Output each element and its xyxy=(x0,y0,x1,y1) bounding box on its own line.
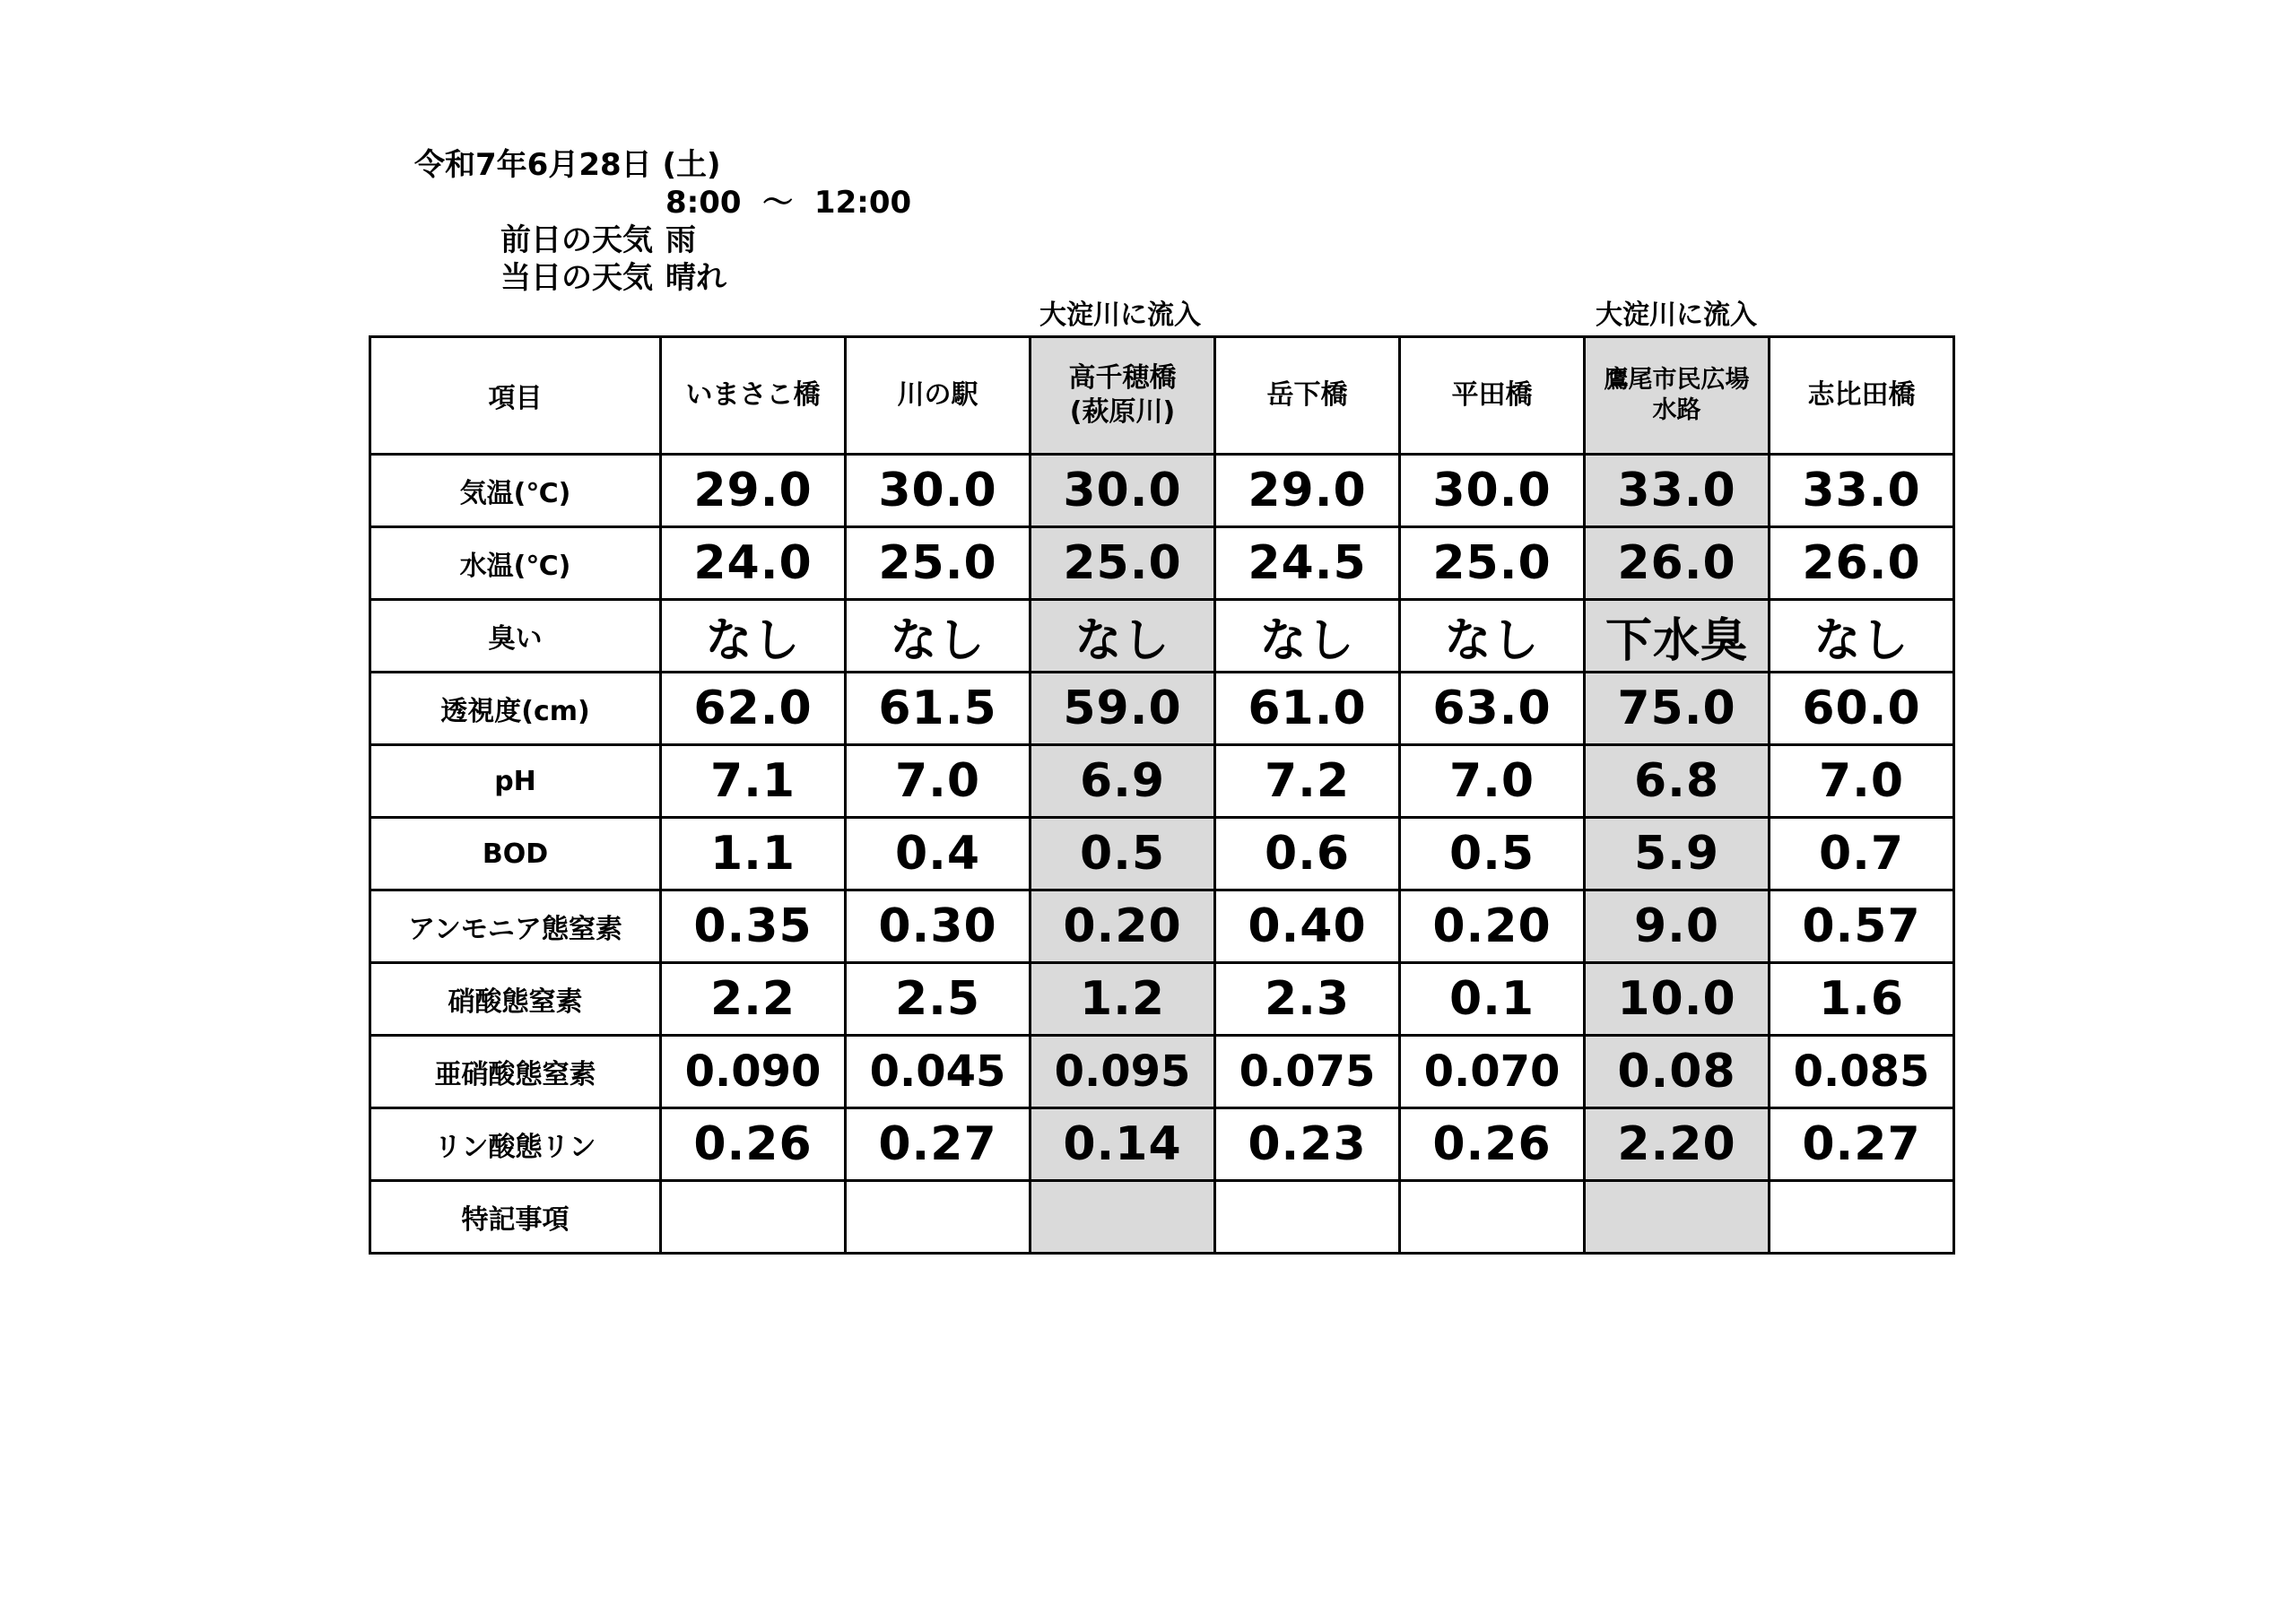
value-cell xyxy=(846,1036,1031,1108)
value-cell xyxy=(1770,963,1954,1036)
value-cell xyxy=(846,963,1031,1036)
value-cell xyxy=(1400,1036,1585,1108)
measurement-value: 0.4 xyxy=(894,827,981,881)
site-name-line1: 平田橋 xyxy=(1451,379,1533,411)
table-row xyxy=(370,818,1954,890)
value-cell xyxy=(1585,527,1770,600)
row-label-cell xyxy=(370,1036,661,1108)
measurement-value: 7.2 xyxy=(1264,754,1351,808)
measurement-value: 0.20 xyxy=(1432,899,1552,953)
measurement-value: 0.40 xyxy=(1248,899,1367,953)
site-name-line1: いまさこ橋 xyxy=(685,379,821,411)
value-cell xyxy=(1585,1181,1770,1254)
measurement-value: 0.57 xyxy=(1802,899,1921,953)
site-header-cell xyxy=(846,337,1031,455)
value-cell xyxy=(846,818,1031,890)
value-cell xyxy=(1215,1181,1400,1254)
measurement-value: 0.26 xyxy=(693,1117,813,1171)
measurement-value: 26.0 xyxy=(1617,536,1736,590)
value-cell xyxy=(1400,1108,1585,1181)
measurement-value: 29.0 xyxy=(693,464,813,517)
value-cell xyxy=(846,890,1031,963)
measurement-value: 7.0 xyxy=(1818,754,1905,808)
row-label: 気温(℃) xyxy=(459,478,571,509)
value-cell xyxy=(1031,745,1215,818)
measurement-value: 33.0 xyxy=(1802,464,1921,517)
site-name-line2: 水路 xyxy=(1652,396,1701,424)
measurement-value: 62.0 xyxy=(693,682,813,735)
value-cell xyxy=(1770,1108,1954,1181)
value-cell xyxy=(1400,890,1585,963)
measurement-value: なし xyxy=(890,613,986,668)
value-cell xyxy=(1215,1108,1400,1181)
value-cell xyxy=(1400,818,1585,890)
measurement-value: 61.5 xyxy=(878,682,997,735)
measurement-value: 0.070 xyxy=(1423,1046,1561,1097)
measurement-value: 1.6 xyxy=(1818,972,1905,1026)
measurement-value: 0.085 xyxy=(1793,1046,1930,1097)
row-label-cell xyxy=(370,600,661,673)
previous-day-weather-value: 雨 xyxy=(665,222,696,258)
value-cell xyxy=(1215,818,1400,890)
value-cell xyxy=(1031,818,1215,890)
measurement-value: 2.3 xyxy=(1264,972,1351,1026)
row-label: アンモニア態窒素 xyxy=(408,914,622,945)
inflow-note-takao: 大淀川に流入 xyxy=(1596,300,1757,331)
measurement-value: 0.7 xyxy=(1818,827,1905,881)
measurement-value: 0.6 xyxy=(1264,827,1351,881)
value-cell xyxy=(1400,455,1585,527)
value-cell xyxy=(661,600,846,673)
site-header-cell xyxy=(1585,337,1770,455)
value-cell xyxy=(1215,963,1400,1036)
table-row xyxy=(370,963,1954,1036)
measurement-value: 29.0 xyxy=(1248,464,1367,517)
site-name xyxy=(662,378,844,413)
value-cell xyxy=(1585,1036,1770,1108)
row-label: 透視度(cm) xyxy=(440,696,590,727)
measurement-value: 63.0 xyxy=(1432,682,1552,735)
site-name xyxy=(1770,378,1952,413)
row-label: 特記事項 xyxy=(461,1204,570,1236)
value-cell xyxy=(1400,745,1585,818)
value-cell xyxy=(1031,527,1215,600)
site-name-line1: 鷹尾市民広場 xyxy=(1604,366,1750,394)
table-row xyxy=(370,890,1954,963)
measurement-value: 25.0 xyxy=(878,536,997,590)
measurement-value: 7.1 xyxy=(709,754,796,808)
value-cell xyxy=(846,527,1031,600)
measurement-value: 1.1 xyxy=(709,827,796,881)
site-name xyxy=(847,378,1029,413)
site-name-line1: 岳下橋 xyxy=(1266,379,1348,411)
value-cell xyxy=(1031,673,1215,745)
value-cell xyxy=(846,673,1031,745)
measurement-value: 0.20 xyxy=(1063,899,1182,953)
measurement-value: 9.0 xyxy=(1633,899,1720,953)
value-cell xyxy=(1031,600,1215,673)
table-row xyxy=(370,600,1954,673)
value-cell xyxy=(1585,818,1770,890)
measurement-value: 0.27 xyxy=(878,1117,997,1171)
measurement-value: 33.0 xyxy=(1617,464,1736,517)
value-cell xyxy=(1770,1036,1954,1108)
site-header-cell xyxy=(1400,337,1585,455)
table-row xyxy=(370,1108,1954,1181)
measurement-value: 0.095 xyxy=(1054,1046,1191,1097)
row-label-cell xyxy=(370,890,661,963)
value-cell xyxy=(661,818,846,890)
measurement-value: 60.0 xyxy=(1802,682,1921,735)
measurement-value: 2.20 xyxy=(1617,1117,1736,1171)
value-cell xyxy=(661,1036,846,1108)
row-label: 亜硝酸態窒素 xyxy=(434,1059,596,1090)
measurement-value: 0.26 xyxy=(1432,1117,1552,1171)
site-header-cell xyxy=(1031,337,1215,455)
measurement-value: 0.045 xyxy=(869,1046,1006,1097)
value-cell xyxy=(1215,745,1400,818)
table-row xyxy=(370,455,1954,527)
measurement-value: 0.27 xyxy=(1802,1117,1921,1171)
site-header-cell xyxy=(1215,337,1400,455)
previous-day-weather-label: 前日の天気 xyxy=(500,222,653,258)
measurement-value: なし xyxy=(1074,613,1170,668)
value-cell xyxy=(1400,1181,1585,1254)
water-quality-table xyxy=(369,335,1955,1255)
measurement-value: 6.9 xyxy=(1079,754,1166,808)
measurement-value: 0.090 xyxy=(684,1046,822,1097)
site-header-cell xyxy=(661,337,846,455)
value-cell xyxy=(846,745,1031,818)
row-label-cell xyxy=(370,963,661,1036)
site-name xyxy=(1401,378,1583,413)
measurement-value: なし xyxy=(1813,613,1909,668)
row-label-cell xyxy=(370,1108,661,1181)
value-cell xyxy=(846,455,1031,527)
value-cell xyxy=(1031,1036,1215,1108)
value-cell xyxy=(1770,527,1954,600)
site-name xyxy=(1216,378,1398,413)
site-name-line1: 高千穂橋 xyxy=(1068,362,1177,394)
today-weather xyxy=(500,260,726,296)
measurement-value: 59.0 xyxy=(1063,682,1182,735)
table-row xyxy=(370,527,1954,600)
value-cell xyxy=(1400,527,1585,600)
measurement-value: 75.0 xyxy=(1617,682,1736,735)
value-cell xyxy=(846,600,1031,673)
value-cell xyxy=(1031,1108,1215,1181)
row-label-cell xyxy=(370,455,661,527)
value-cell xyxy=(846,1108,1031,1181)
site-header-cell xyxy=(1770,337,1954,455)
value-cell xyxy=(1215,673,1400,745)
site-name-line1: 志比田橋 xyxy=(1807,379,1916,411)
measurement-value: 7.0 xyxy=(894,754,981,808)
measurement-value: 下水臭 xyxy=(1605,613,1748,668)
table-row xyxy=(370,1181,1954,1254)
measurement-value: 0.14 xyxy=(1063,1117,1182,1171)
measurement-value: 10.0 xyxy=(1617,972,1736,1026)
value-cell xyxy=(1215,600,1400,673)
row-label-cell xyxy=(370,1181,661,1254)
site-name-line1: 川の駅 xyxy=(897,379,978,411)
measurement-value: 61.0 xyxy=(1248,682,1367,735)
row-label-cell xyxy=(370,527,661,600)
measurement-value: 0.23 xyxy=(1248,1117,1367,1171)
value-cell xyxy=(1770,818,1954,890)
value-cell xyxy=(661,455,846,527)
measurement-value: 2.5 xyxy=(894,972,981,1026)
value-cell xyxy=(1770,890,1954,963)
row-label-cell xyxy=(370,745,661,818)
measurement-value: 5.9 xyxy=(1633,827,1720,881)
value-cell xyxy=(1400,673,1585,745)
value-cell xyxy=(1585,1108,1770,1181)
value-cell xyxy=(661,1181,846,1254)
item-header: 項目 xyxy=(488,383,543,414)
measurement-value: 25.0 xyxy=(1432,536,1552,590)
value-cell xyxy=(1215,455,1400,527)
table-row xyxy=(370,745,1954,818)
value-cell xyxy=(1770,455,1954,527)
value-cell xyxy=(846,1181,1031,1254)
table-header-row xyxy=(370,337,1954,455)
measurement-value: 6.8 xyxy=(1633,754,1720,808)
item-header-cell xyxy=(370,337,661,455)
measurement-value: 0.08 xyxy=(1617,1045,1736,1099)
value-cell xyxy=(1031,455,1215,527)
measurement-value: 0.1 xyxy=(1448,972,1535,1026)
measurement-value: 0.35 xyxy=(693,899,813,953)
measurement-value: 26.0 xyxy=(1802,536,1921,590)
site-name xyxy=(1031,361,1213,430)
table-row xyxy=(370,1036,1954,1108)
value-cell xyxy=(661,890,846,963)
measurement-value: なし xyxy=(1444,613,1540,668)
value-cell xyxy=(661,527,846,600)
value-cell xyxy=(661,673,846,745)
today-weather-label: 当日の天気 xyxy=(500,260,653,296)
value-cell xyxy=(1215,1036,1400,1108)
measurement-value: なし xyxy=(1259,613,1355,668)
measurement-value: 30.0 xyxy=(1063,464,1182,517)
value-cell xyxy=(1400,963,1585,1036)
measurement-value: 30.0 xyxy=(1432,464,1552,517)
row-label: 水温(℃) xyxy=(459,551,571,582)
value-cell xyxy=(661,1108,846,1181)
measurement-value: 2.2 xyxy=(709,972,796,1026)
measurement-value: 7.0 xyxy=(1448,754,1535,808)
value-cell xyxy=(1031,890,1215,963)
value-cell xyxy=(1770,673,1954,745)
value-cell xyxy=(1031,963,1215,1036)
value-cell xyxy=(1215,890,1400,963)
value-cell xyxy=(1585,600,1770,673)
measurement-value: 0.5 xyxy=(1448,827,1535,881)
value-cell xyxy=(1031,1181,1215,1254)
measurement-value: 0.30 xyxy=(878,899,997,953)
value-cell xyxy=(661,963,846,1036)
measurement-value: 25.0 xyxy=(1063,536,1182,590)
value-cell xyxy=(1770,600,1954,673)
value-cell xyxy=(1770,745,1954,818)
value-cell xyxy=(1585,963,1770,1036)
row-label-cell xyxy=(370,818,661,890)
value-cell xyxy=(661,745,846,818)
row-label: BOD xyxy=(482,838,549,870)
value-cell xyxy=(1585,673,1770,745)
row-label: 硝酸態窒素 xyxy=(448,986,583,1018)
inflow-note-takachiho: 大淀川に流入 xyxy=(1039,300,1201,331)
row-label: 臭い xyxy=(488,623,543,655)
measurement-value: 1.2 xyxy=(1079,972,1166,1026)
value-cell xyxy=(1400,600,1585,673)
value-cell xyxy=(1215,527,1400,600)
measurement-value: 30.0 xyxy=(878,464,997,517)
value-cell xyxy=(1585,890,1770,963)
survey-date: 令和7年6月28日 (土) xyxy=(414,147,721,183)
value-cell xyxy=(1585,455,1770,527)
site-name-line2: (萩原川) xyxy=(1069,396,1176,428)
row-label: pH xyxy=(494,765,536,797)
site-name xyxy=(1586,365,1768,426)
table-row xyxy=(370,673,1954,745)
value-cell xyxy=(1585,745,1770,818)
measurement-value: 0.075 xyxy=(1239,1046,1376,1097)
measurement-value: 24.5 xyxy=(1248,536,1367,590)
measurement-value: 0.5 xyxy=(1079,827,1166,881)
measurement-value: なし xyxy=(705,613,801,668)
value-cell xyxy=(1770,1181,1954,1254)
survey-time: 8:00 ～ 12:00 xyxy=(665,185,912,221)
previous-day-weather xyxy=(500,222,696,258)
row-label-cell xyxy=(370,673,661,745)
row-label: リン酸態リン xyxy=(434,1132,596,1163)
measurement-value: 24.0 xyxy=(693,536,813,590)
today-weather-value: 晴れ xyxy=(665,260,726,296)
